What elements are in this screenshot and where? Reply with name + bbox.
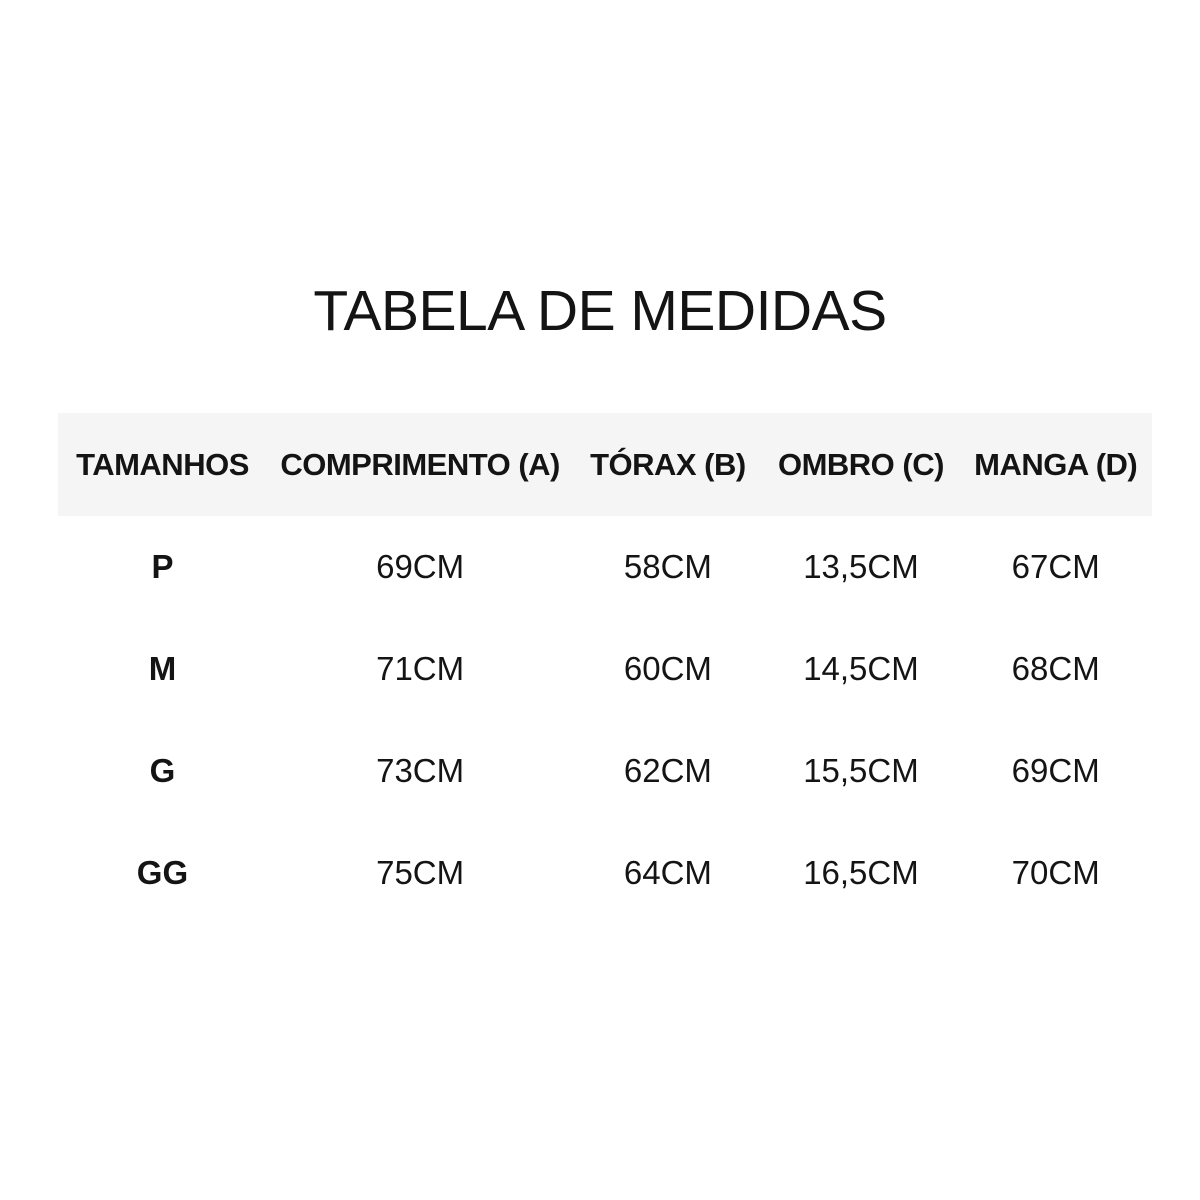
page-title: TABELA DE MEDIDAS <box>313 279 887 343</box>
comprimento-value: 71CM <box>376 650 465 687</box>
column-header-comprimento: COMPRIMENTO (A) <box>280 446 560 482</box>
measurements-table <box>58 413 1152 924</box>
comprimento-value: 73CM <box>376 752 465 789</box>
ombro-value: 14,5CM <box>803 650 919 687</box>
comprimento-value: 75CM <box>376 854 465 891</box>
ombro-value: 13,5CM <box>803 548 919 585</box>
table-header-row <box>58 413 1152 516</box>
torax-value: 62CM <box>623 752 712 789</box>
manga-value: 69CM <box>1011 752 1100 789</box>
torax-value: 64CM <box>623 854 712 891</box>
torax-value: 58CM <box>623 548 712 585</box>
size-label: GG <box>136 854 189 891</box>
column-header-torax: TÓRAX (B) <box>590 446 746 482</box>
ombro-value: 16,5CM <box>803 854 919 891</box>
torax-value: 60CM <box>623 650 712 687</box>
size-label: M <box>148 650 177 687</box>
comprimento-value: 69CM <box>376 548 465 585</box>
column-header-manga: MANGA (D) <box>974 446 1138 482</box>
manga-value: 70CM <box>1011 854 1100 891</box>
size-label: G <box>149 752 176 789</box>
table-row-gg <box>58 822 1152 924</box>
column-header-tamanhos: TAMANHOS <box>76 446 249 482</box>
table-row-p <box>58 516 1152 618</box>
ombro-value: 15,5CM <box>803 752 919 789</box>
size-label: P <box>151 548 174 585</box>
size-chart-page <box>0 279 1200 1200</box>
column-header-ombro: OMBRO (C) <box>777 446 944 482</box>
manga-value: 68CM <box>1011 650 1100 687</box>
table-row-m <box>58 618 1152 720</box>
table-row-g <box>58 720 1152 822</box>
manga-value: 67CM <box>1011 548 1100 585</box>
